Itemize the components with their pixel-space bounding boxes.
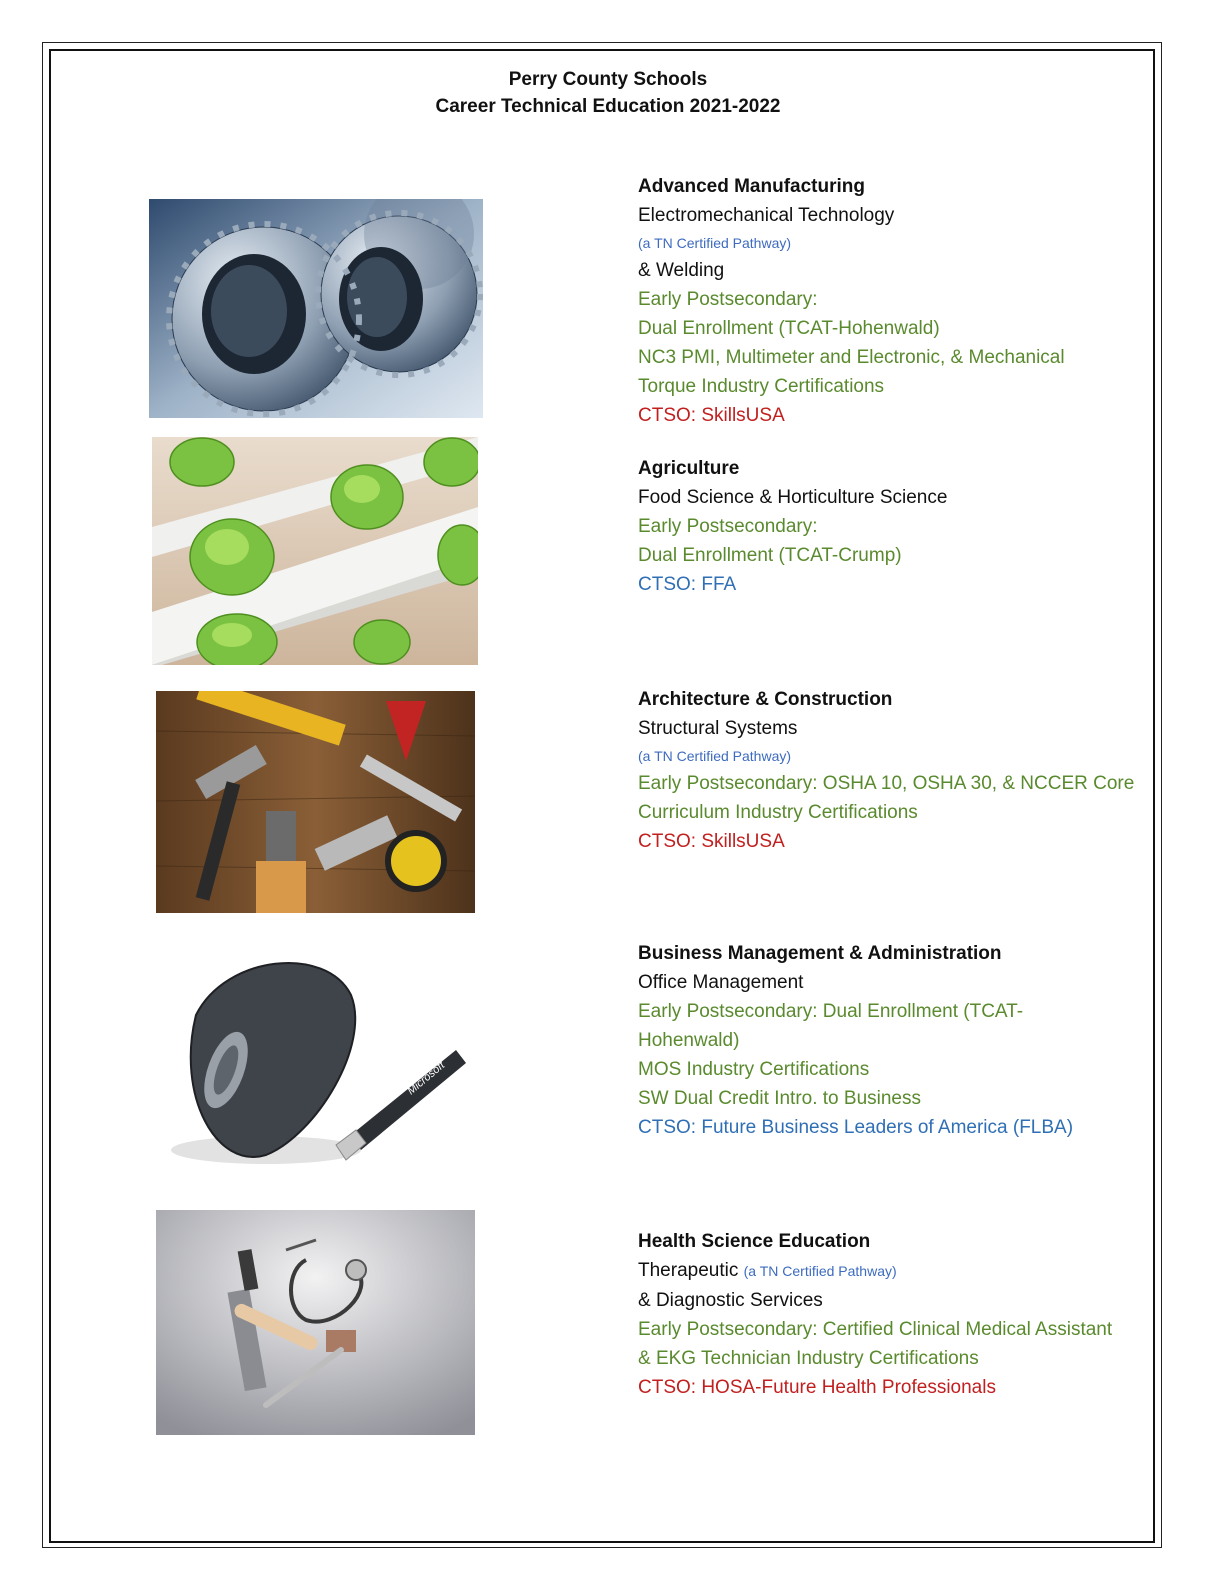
- business-image: [156, 935, 475, 1185]
- early-postsecondary-line: SW Dual Credit Intro. to Business: [638, 1088, 921, 1109]
- early-postsecondary-line: Curriculum Industry Certifications: [638, 802, 918, 823]
- page-title: [0, 66, 1216, 120]
- early-postsecondary-line: Dual Enrollment (TCAT-Crump): [638, 545, 902, 566]
- early-postsecondary-line: Dual Enrollment (TCAT-Hohenwald): [638, 318, 940, 339]
- title-line-1: Perry County Schools: [508, 69, 708, 90]
- mouse-usb-icon: [156, 935, 475, 1185]
- ctso-line: CTSO: SkillsUSA: [638, 405, 785, 426]
- health-image: [156, 1210, 475, 1435]
- section-title: Health Science Education: [638, 1231, 871, 1252]
- program-name: Therapeutic: [638, 1260, 739, 1281]
- certified-pathway-note: (a TN Certified Pathway): [638, 235, 792, 251]
- ctso-line: CTSO: FFA: [638, 574, 737, 595]
- section-title: Business Management & Administration: [638, 943, 1002, 964]
- early-postsecondary-line: NC3 PMI, Multimeter and Electronic, & Mechanical: [638, 347, 1065, 368]
- ctso-line: CTSO: SkillsUSA: [638, 831, 785, 852]
- program-name: Office Management: [638, 972, 804, 993]
- lettuce-hydroponics-icon: [152, 437, 478, 665]
- section-health-science: [638, 1227, 1158, 1402]
- early-postsecondary-line: & EKG Technician Industry Certifications: [638, 1348, 979, 1369]
- usb-brand-text: Microsoft: [405, 1059, 448, 1098]
- early-postsecondary-line: Torque Industry Certifications: [638, 376, 885, 397]
- section-title: Advanced Manufacturing: [638, 176, 865, 197]
- early-postsecondary-label: Early Postsecondary:: [638, 289, 818, 310]
- section-title: Architecture & Construction: [638, 689, 893, 710]
- early-postsecondary-label: Early Postsecondary:: [638, 516, 818, 537]
- gears-image: [149, 199, 483, 418]
- ctso-line: CTSO: HOSA-Future Health Professionals: [638, 1377, 996, 1398]
- early-postsecondary-line: Hohenwald): [638, 1030, 740, 1051]
- medical-tools-icon: [156, 1210, 475, 1435]
- program-name: Structural Systems: [638, 718, 798, 739]
- section-architecture-construction: [638, 685, 1158, 856]
- early-postsecondary-line: Early Postsecondary: Dual Enrollment (TCAT-: [638, 1001, 1024, 1022]
- program-line: [638, 1256, 1158, 1286]
- section-agriculture: [638, 454, 1158, 599]
- gears-icon: [149, 199, 483, 418]
- certified-pathway-note: (a TN Certified Pathway): [638, 748, 792, 764]
- section-title: Agriculture: [638, 458, 740, 479]
- ctso-line: CTSO: Future Business Leaders of America (FLBA): [638, 1117, 1074, 1138]
- title-line-2: Career Technical Education 2021-2022: [435, 96, 781, 117]
- early-postsecondary-line: MOS Industry Certifications: [638, 1059, 870, 1080]
- section-advanced-manufacturing: [638, 172, 1158, 430]
- early-postsecondary-line: Early Postsecondary: Certified Clinical Medical Assistant: [638, 1319, 1113, 1340]
- certified-pathway-note: (a TN Certified Pathway): [743, 1263, 897, 1279]
- agriculture-image: [152, 437, 478, 665]
- early-postsecondary-line: Early Postsecondary: OSHA 10, OSHA 30, & NCCER Core: [638, 773, 1135, 794]
- section-business-management: [638, 939, 1158, 1142]
- program-name: Food Science & Horticulture Science: [638, 487, 948, 508]
- tools-icon: [156, 691, 475, 913]
- program-name-2: & Welding: [638, 260, 725, 281]
- construction-image: [156, 691, 475, 913]
- program-name-2: & Diagnostic Services: [638, 1290, 823, 1311]
- program-name: Electromechanical Technology: [638, 205, 895, 226]
